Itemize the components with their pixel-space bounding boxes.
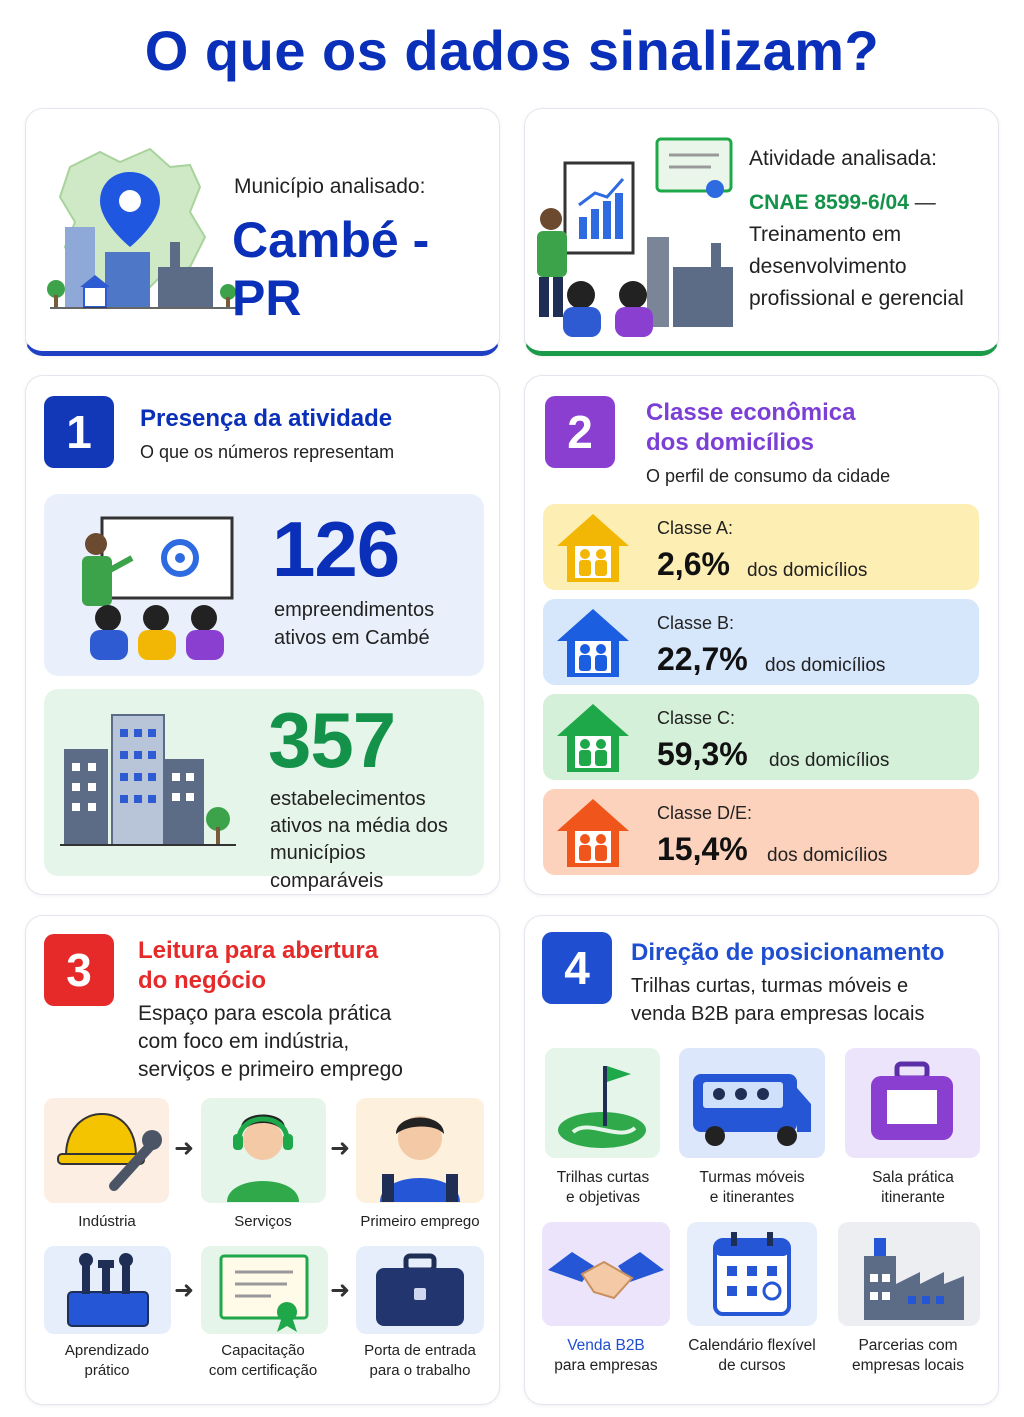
tile-servicos xyxy=(201,1098,326,1203)
caption-capacitacao-line1: Capacitação xyxy=(221,1342,305,1359)
stat-text-line: empreendimentos xyxy=(274,599,435,621)
municipio-value: Cambé - PR xyxy=(232,212,430,326)
class-row xyxy=(543,694,979,780)
section-title: Classe econômica xyxy=(646,399,856,426)
calendar-icon xyxy=(687,1222,817,1326)
tile-sala-pratica xyxy=(845,1048,980,1158)
caption-parcerias-line1: Parcerias com xyxy=(858,1337,958,1354)
stat-estabelecimentos xyxy=(44,689,484,892)
caption-trilhas-line1: Trilhas curtas xyxy=(556,1169,650,1186)
class-label: Classe A: xyxy=(657,518,734,538)
caption-porta-line1: Porta de entrada xyxy=(364,1342,476,1359)
caption-primeiro-emprego: Primeiro emprego xyxy=(360,1213,480,1230)
young-person-icon xyxy=(356,1098,484,1203)
section-title: Leitura para abertura xyxy=(138,937,379,964)
section-title: Presença da atividade xyxy=(140,405,393,432)
section-title: dos domicílios xyxy=(646,429,815,456)
caption-sala-line1: Sala prática xyxy=(872,1169,954,1186)
factory-icon xyxy=(838,1222,980,1326)
support-agent-icon xyxy=(201,1098,326,1203)
section-subtitle: venda B2B para empresas locais xyxy=(631,1003,925,1025)
section-classe-economica xyxy=(524,375,999,895)
tile-industria xyxy=(44,1098,169,1203)
arrow-right-icon: ➜ xyxy=(174,1277,195,1304)
tile-primeiro-emprego xyxy=(356,1098,484,1203)
class-percentage: 22,7% xyxy=(657,641,748,677)
tile-turmas-moveis xyxy=(679,1048,825,1158)
caption-porta-line2: para o trabalho xyxy=(369,1362,471,1379)
arrow-right-icon: ➜ xyxy=(330,1277,351,1304)
atividade-description-block xyxy=(749,187,994,315)
class-label: Classe D/E: xyxy=(657,803,753,823)
tile-calendario xyxy=(687,1222,817,1326)
caption-trilhas-line2: e objetivas xyxy=(565,1189,641,1206)
golf-flag-icon xyxy=(545,1048,660,1158)
handshake-icon xyxy=(542,1222,670,1326)
briefcase-icon xyxy=(356,1246,484,1334)
caption-calendario-line2: de cursos xyxy=(718,1357,786,1374)
stat-empreendimentos xyxy=(44,494,484,676)
class-label: Classe B: xyxy=(657,613,735,633)
tile-capacitacao xyxy=(201,1246,328,1334)
caption-turmas-line1: Turmas móveis xyxy=(699,1169,805,1186)
class-percentage: 15,4% xyxy=(657,831,748,867)
city-map-illustration xyxy=(40,127,240,327)
section-subtitle: Espaço para escola prática xyxy=(138,1002,392,1025)
class-row xyxy=(543,789,979,875)
caption-industria: Indústria xyxy=(78,1213,136,1230)
stat-text-line: municípios comparáveis xyxy=(270,842,384,892)
buildings-icon xyxy=(60,709,240,849)
atividade-description: — Treinamento em desenvolvimento profissional e gerencial xyxy=(749,191,964,310)
class-label: Classe C: xyxy=(657,708,736,728)
section-subtitle: com foco em indústria, xyxy=(138,1030,350,1053)
caption-turmas-line2: e itinerantes xyxy=(709,1189,795,1206)
class-row xyxy=(543,504,979,590)
arrow-right-icon: ➜ xyxy=(174,1135,195,1162)
classroom-gear-icon xyxy=(62,512,242,662)
caption-calendario-line1: Calendário flexível xyxy=(688,1337,816,1354)
section-subtitle: serviços e primeiro emprego xyxy=(138,1058,403,1081)
training-illustration xyxy=(529,127,739,337)
caption-capacitacao-line2: com certificação xyxy=(208,1362,318,1379)
stat-text-line: estabelecimentos xyxy=(270,788,426,810)
tile-porta-entrada xyxy=(356,1246,484,1334)
portable-classroom-icon xyxy=(845,1048,980,1158)
hardhat-wrench-icon xyxy=(44,1098,169,1203)
class-suffix: dos domicílios xyxy=(767,845,888,866)
caption-sala-line2: itinerante xyxy=(881,1189,945,1206)
caption-venda-line2: para empresas xyxy=(554,1357,658,1374)
stat-text-line: ativos na média dos xyxy=(270,815,448,837)
class-suffix: dos domicílios xyxy=(769,750,890,771)
section-subtitle: O que os números representam xyxy=(140,442,395,462)
tile-aprendizado xyxy=(44,1246,171,1334)
section-number-badge: 3 xyxy=(44,934,114,1006)
class-percentage: 59,3% xyxy=(657,736,748,772)
house-family-icon xyxy=(553,605,633,681)
atividade-card xyxy=(524,108,999,356)
section-direcao-posicionamento xyxy=(524,915,999,1405)
class-row xyxy=(543,599,979,685)
municipio-card xyxy=(25,108,500,356)
tile-venda-b2b xyxy=(542,1222,670,1326)
atividade-label: Atividade analisada: xyxy=(749,147,937,170)
bus-icon xyxy=(679,1048,825,1158)
caption-aprendizado-line2: prático xyxy=(84,1362,130,1379)
section-subtitle: Trilhas curtas, turmas móveis e xyxy=(631,975,909,997)
section-presenca xyxy=(25,375,500,895)
section-number-badge: 4 xyxy=(542,932,612,1004)
class-suffix: dos domicílios xyxy=(747,560,868,581)
section-number-badge: 1 xyxy=(44,396,114,468)
house-family-icon xyxy=(553,510,633,586)
stat-value-357: 357 xyxy=(268,696,396,784)
house-family-icon xyxy=(553,795,633,871)
tile-trilhas-curtas xyxy=(545,1048,660,1158)
tile-parcerias xyxy=(838,1222,980,1326)
section-number-badge: 2 xyxy=(545,396,615,468)
arrow-right-icon: ➜ xyxy=(330,1135,351,1162)
certificate-icon xyxy=(201,1246,328,1334)
section-title: do negócio xyxy=(138,967,266,994)
section-leitura-negocio xyxy=(25,915,500,1405)
page-title: O que os dados sinalizam? xyxy=(144,19,880,82)
caption-parcerias-line2: empresas locais xyxy=(852,1357,964,1374)
section-title: Direção de posicionamento xyxy=(631,939,945,966)
class-percentage: 2,6% xyxy=(657,546,730,582)
house-family-icon xyxy=(553,700,633,776)
stat-text-line: ativos em Cambé xyxy=(274,627,430,649)
section-subtitle: O perfil de consumo da cidade xyxy=(646,466,891,486)
caption-venda-line1: Venda B2B xyxy=(567,1337,645,1354)
municipio-label: Município analisado: xyxy=(234,175,426,198)
caption-servicos: Serviços xyxy=(234,1213,292,1230)
stat-value-126: 126 xyxy=(272,505,400,593)
toolbox-icon xyxy=(44,1246,171,1334)
class-suffix: dos domicílios xyxy=(765,655,886,676)
caption-aprendizado-line1: Aprendizado xyxy=(64,1342,150,1359)
cnae-code: CNAE 8599-6/04 xyxy=(749,191,909,214)
